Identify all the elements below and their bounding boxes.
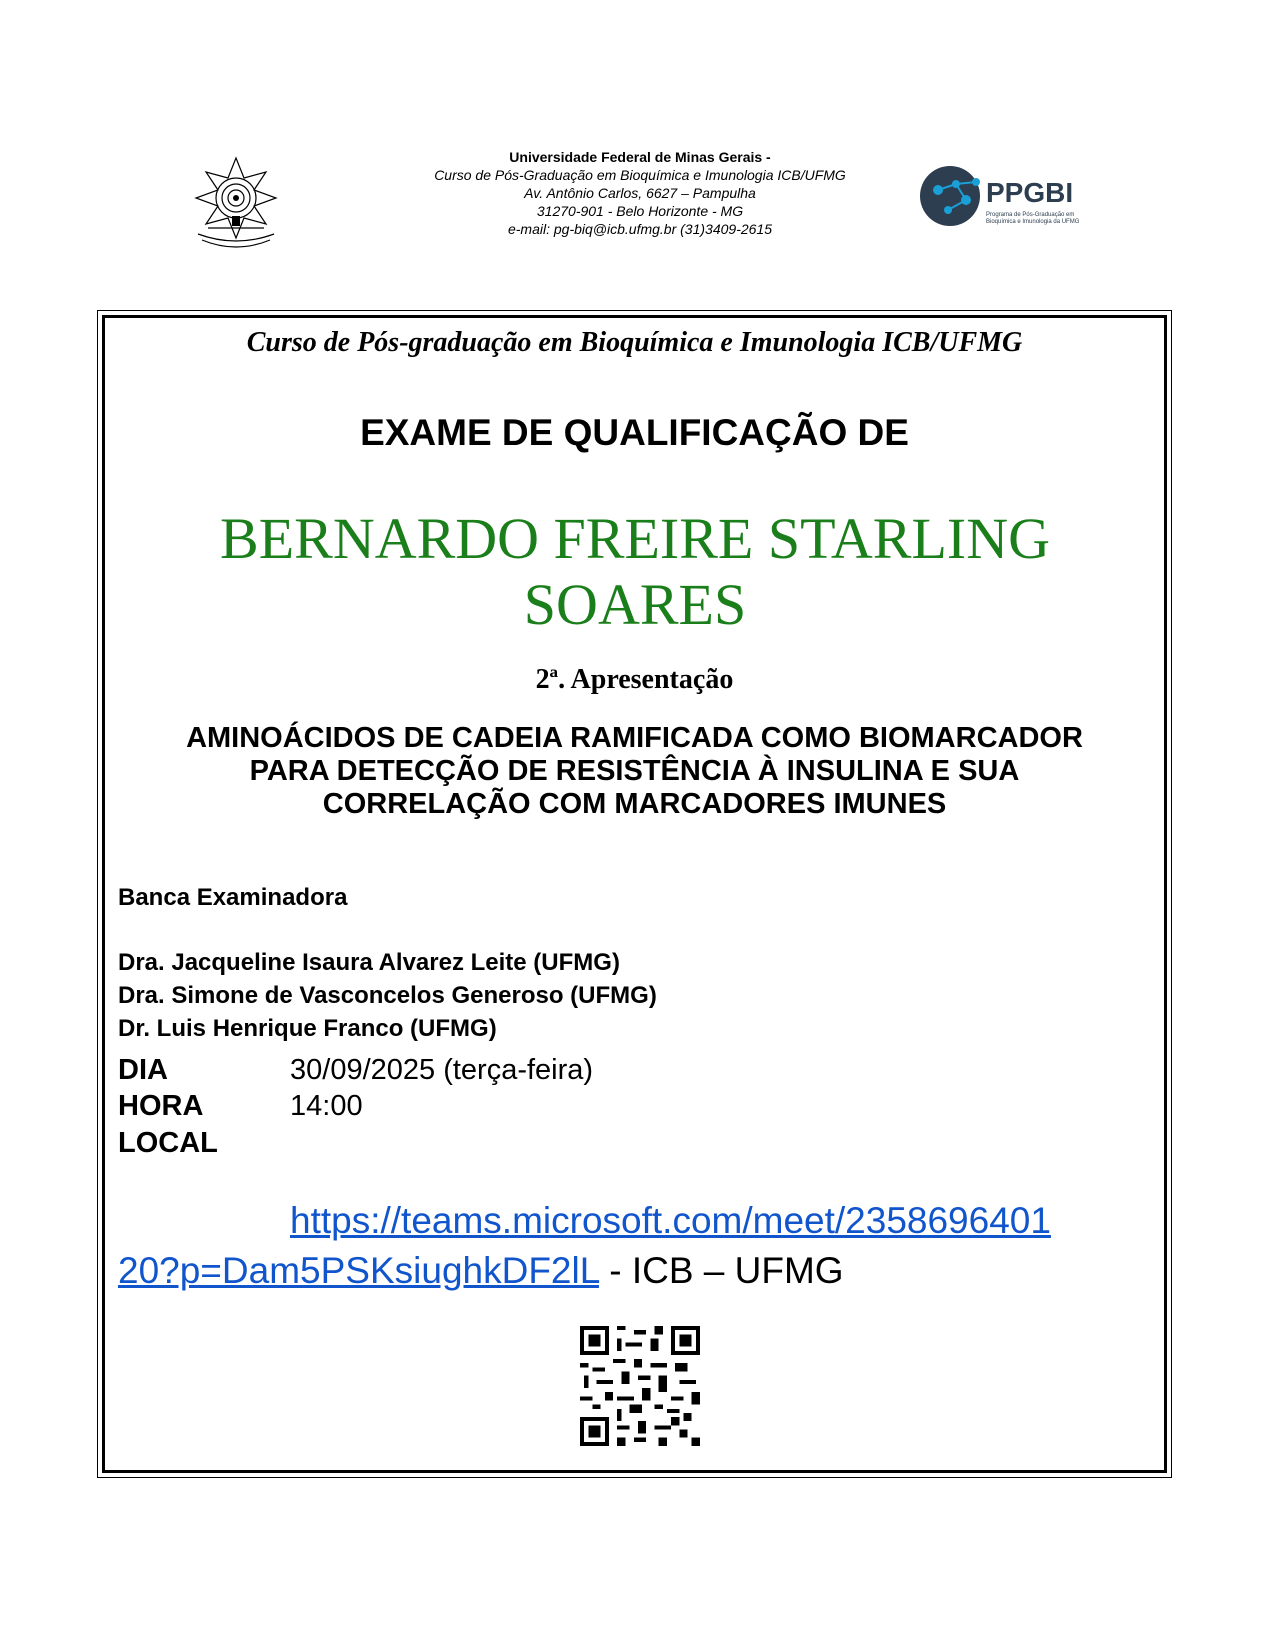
committee-heading: Banca Examinadora: [118, 884, 348, 911]
date-value: 30/09/2025 (terça-feira): [290, 1054, 594, 1086]
letterhead: [0, 148, 1275, 248]
ppgbi-logo-subtitle-2: Bioquímica e Imunologia da UFMG: [986, 219, 1080, 225]
exam-title: EXAME DE QUALIFICAÇÃO DE: [360, 412, 909, 453]
course-name: Curso de Pós-graduação em Bioquímica e Imunologia ICB/UFMG: [246, 327, 1023, 358]
committee-members: [118, 946, 657, 1045]
letterhead-text: [330, 148, 950, 238]
university-name: Universidade Federal de Minas Gerais -: [509, 149, 771, 165]
time-row: [118, 1090, 363, 1123]
qr-code-icon: [580, 1326, 700, 1446]
thesis-title-line-3: CORRELAÇÃO COM MARCADORES IMUNES: [322, 788, 947, 820]
meeting-link-part-2[interactable]: 20?p=Dam5PSKsiughkDF2lL: [118, 1250, 599, 1291]
ppgbi-logo-subtitle-1: Programa de Pós-Graduação em: [986, 212, 1075, 218]
time-value: 14:00: [290, 1090, 363, 1122]
brazil-coat-of-arms-icon: [188, 156, 284, 248]
candidate-name-line-1: BERNARDO FREIRE STARLING: [220, 506, 1050, 571]
meeting-link-block: [118, 1196, 1163, 1296]
candidate-name: [120, 506, 1150, 638]
candidate-name-line-2: SOARES: [523, 572, 747, 637]
contact-info: e-mail: pg-biq@icb.ufmg.br (31)3409-2615: [507, 221, 772, 237]
ppgbi-logo: [916, 160, 1106, 238]
time-label: HORA: [118, 1090, 204, 1122]
date-row: [118, 1054, 593, 1087]
location-label: LOCAL: [118, 1127, 218, 1159]
presentation-number: 2ª. Apresentação: [535, 664, 734, 695]
committee-member: Dra. Jacqueline Isaura Alvarez Leite (UFMG): [118, 949, 620, 976]
thesis-title-line-1: AMINOÁCIDOS DE CADEIA RAMIFICADA COMO BIOMARCADOR: [186, 722, 1083, 754]
program-name: Curso de Pós-Graduação em Bioquímica e Imunologia ICB/UFMG: [434, 167, 846, 183]
meeting-link-part-1[interactable]: https://teams.microsoft.com/meet/2358696401: [290, 1200, 1051, 1241]
date-label: DIA: [118, 1054, 168, 1086]
committee-member: Dra. Simone de Vasconcelos Generoso (UFMG): [118, 982, 657, 1009]
address: Av. Antônio Carlos, 6627 – Pampulha: [524, 185, 756, 201]
postal-address: 31270-901 - Belo Horizonte - MG: [536, 203, 744, 219]
thesis-title-line-2: PARA DETECÇÃO DE RESISTÊNCIA À INSULINA E SUA: [249, 755, 1020, 787]
location-row: [118, 1127, 290, 1160]
location-suffix: - ICB – UFMG: [598, 1250, 844, 1291]
ppgbi-logo-text: PPGBI: [986, 177, 1074, 208]
committee-member: Dr. Luis Henrique Franco (UFMG): [118, 1015, 497, 1042]
thesis-title: [110, 722, 1159, 821]
